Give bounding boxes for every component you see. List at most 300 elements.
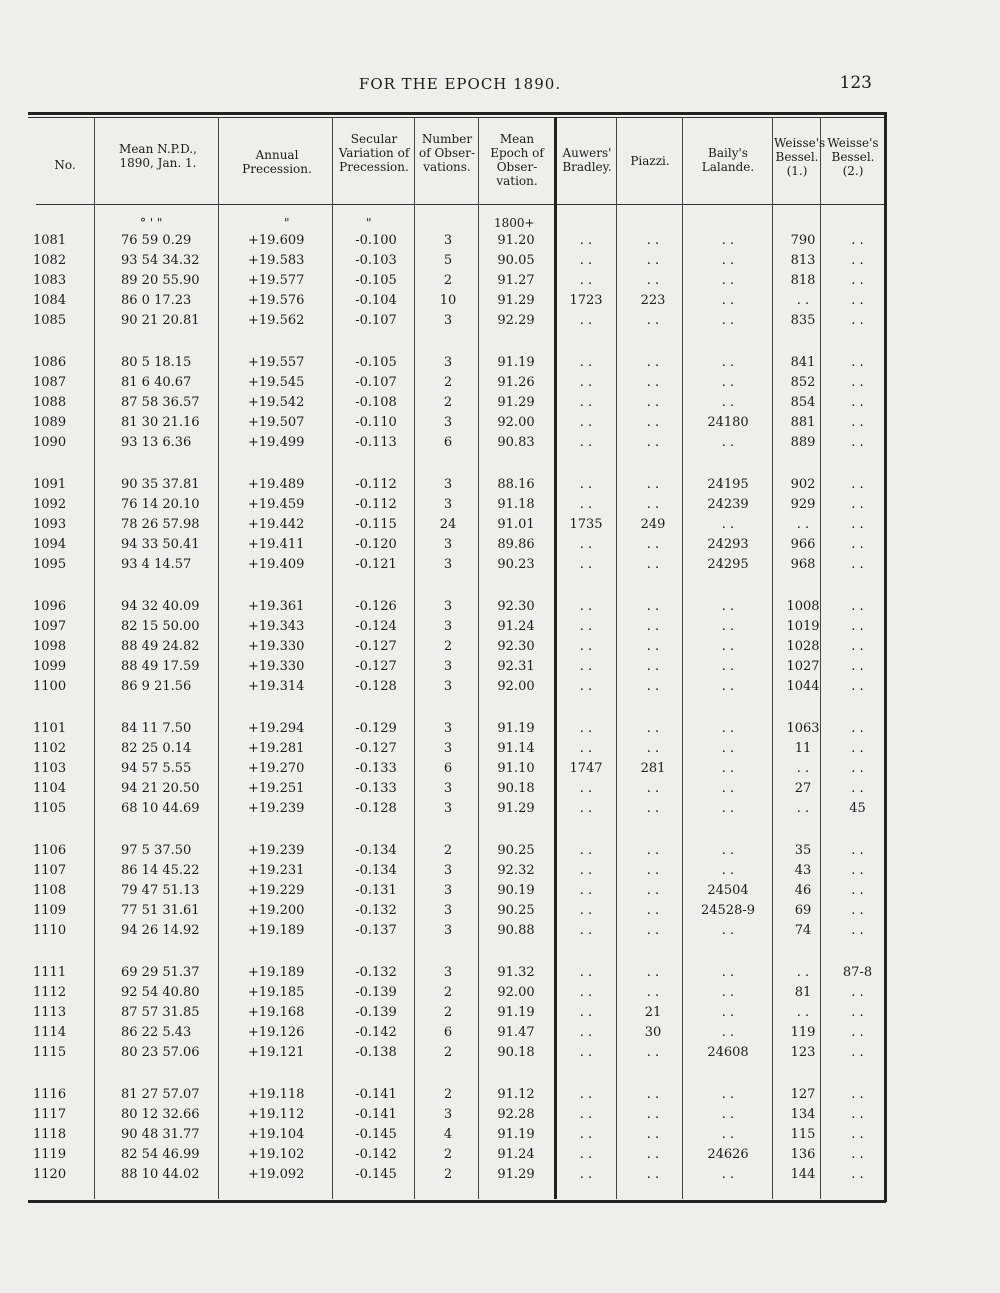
observation-count-cell: 3 bbox=[443, 741, 453, 756]
piazzi-cell: . . bbox=[646, 497, 660, 512]
mean-epoch-cell: 91.19 bbox=[497, 1005, 535, 1020]
mean-npd-cell: 97 5 37.50 bbox=[121, 843, 192, 858]
observation-count-cell: 6 bbox=[443, 761, 453, 776]
annual-precession-cell: +19.251 bbox=[248, 781, 305, 796]
piazzi-cell: . . bbox=[646, 477, 660, 492]
row-number-cell: 1102 bbox=[33, 741, 67, 756]
annual-precession-cell: +19.442 bbox=[248, 517, 305, 532]
weisse-bessel-1-cell: 136 bbox=[790, 1147, 816, 1162]
row-number-cell: 1117 bbox=[33, 1107, 67, 1122]
weisse-bessel-2-cell: . . bbox=[851, 355, 864, 370]
header-annual-precession: Annual Precession. bbox=[242, 148, 312, 176]
piazzi-cell: . . bbox=[646, 1087, 660, 1102]
mean-epoch-cell: 91.19 bbox=[497, 355, 535, 370]
piazzi-cell: . . bbox=[646, 253, 660, 268]
row-number-cell: 1106 bbox=[33, 843, 67, 858]
mean-epoch-cell: 91.14 bbox=[497, 741, 535, 756]
baily-lalande-cell: 24626 bbox=[707, 1147, 749, 1162]
annual-precession-cell: +19.270 bbox=[248, 761, 305, 776]
secular-variation-cell: -0.112 bbox=[355, 477, 397, 492]
baily-lalande-cell: . . bbox=[721, 843, 735, 858]
weisse-bessel-2-cell: . . bbox=[851, 1005, 864, 1020]
row-number-cell: 1097 bbox=[33, 619, 67, 634]
secular-variation-cell: -0.127 bbox=[355, 639, 397, 654]
secular-variation-cell: -0.105 bbox=[355, 355, 397, 370]
mean-npd-cell: 88 10 44.02 bbox=[121, 1167, 200, 1182]
observation-count-cell: 2 bbox=[443, 1087, 453, 1102]
row-number-cell: 1081 bbox=[33, 233, 67, 248]
auwers-bradley-cell: . . bbox=[579, 1127, 593, 1142]
mean-epoch-cell: 91.19 bbox=[497, 1127, 535, 1142]
row-number-cell: 1108 bbox=[33, 883, 67, 898]
piazzi-cell: 21 bbox=[644, 1005, 662, 1020]
auwers-bradley-cell: 1723 bbox=[569, 293, 603, 308]
row-number-cell: 1109 bbox=[33, 903, 67, 918]
annual-precession-cell: +19.239 bbox=[248, 801, 305, 816]
piazzi-cell: . . bbox=[646, 679, 660, 694]
observation-count-cell: 5 bbox=[443, 253, 453, 268]
auwers-bradley-cell: . . bbox=[579, 781, 593, 796]
weisse-bessel-1-cell: 841 bbox=[790, 355, 816, 370]
piazzi-cell: . . bbox=[646, 415, 660, 430]
annual-precession-cell: +19.168 bbox=[248, 1005, 305, 1020]
unit-annual: " bbox=[284, 216, 290, 230]
row-number-cell: 1095 bbox=[33, 557, 67, 572]
mean-epoch-cell: 91.12 bbox=[497, 1087, 535, 1102]
baily-lalande-cell: 24293 bbox=[707, 537, 749, 552]
auwers-bradley-cell: . . bbox=[579, 599, 593, 614]
auwers-bradley-cell: . . bbox=[579, 477, 593, 492]
mean-npd-cell: 81 30 21.16 bbox=[121, 415, 200, 430]
mean-npd-cell: 90 35 37.81 bbox=[121, 477, 200, 492]
observation-count-cell: 2 bbox=[443, 1005, 453, 1020]
annual-precession-cell: +19.121 bbox=[248, 1045, 305, 1060]
baily-lalande-cell: 24528-9 bbox=[700, 903, 756, 918]
auwers-bradley-cell: . . bbox=[579, 1025, 593, 1040]
observation-count-cell: 3 bbox=[443, 923, 453, 938]
observation-count-cell: 2 bbox=[443, 273, 453, 288]
mean-npd-cell: 90 48 31.77 bbox=[121, 1127, 200, 1142]
secular-variation-cell: -0.103 bbox=[355, 253, 397, 268]
observation-count-cell: 24 bbox=[439, 517, 457, 532]
weisse-bessel-1-cell: 889 bbox=[790, 435, 816, 450]
piazzi-cell: . . bbox=[646, 435, 660, 450]
weisse-bessel-1-cell: 881 bbox=[790, 415, 816, 430]
baily-lalande-cell: . . bbox=[721, 313, 735, 328]
piazzi-cell: . . bbox=[646, 1167, 660, 1182]
auwers-bradley-cell: . . bbox=[579, 273, 593, 288]
weisse-bessel-2-cell: . . bbox=[851, 1107, 864, 1122]
piazzi-cell: . . bbox=[646, 1127, 660, 1142]
annual-precession-cell: +19.200 bbox=[248, 903, 305, 918]
mean-epoch-cell: 91.01 bbox=[497, 517, 535, 532]
secular-variation-cell: -0.113 bbox=[355, 435, 397, 450]
mean-epoch-cell: 91.29 bbox=[497, 293, 535, 308]
observation-count-cell: 2 bbox=[443, 639, 453, 654]
auwers-bradley-cell: . . bbox=[579, 557, 593, 572]
secular-variation-cell: -0.134 bbox=[355, 863, 397, 878]
weisse-bessel-1-cell: 1019 bbox=[786, 619, 820, 634]
row-number-cell: 1084 bbox=[33, 293, 67, 308]
observation-count-cell: 3 bbox=[443, 659, 453, 674]
mean-npd-cell: 82 15 50.00 bbox=[121, 619, 200, 634]
mean-epoch-cell: 92.00 bbox=[497, 679, 535, 694]
secular-variation-cell: -0.133 bbox=[355, 781, 397, 796]
mean-npd-cell: 94 26 14.92 bbox=[121, 923, 200, 938]
column-divider bbox=[94, 117, 95, 1199]
weisse-bessel-2-cell: . . bbox=[851, 1167, 864, 1182]
mean-epoch-cell: 91.29 bbox=[497, 1167, 535, 1182]
baily-lalande-cell: . . bbox=[721, 619, 735, 634]
weisse-bessel-2-cell: . . bbox=[851, 639, 864, 654]
mean-npd-cell: 81 6 40.67 bbox=[121, 375, 192, 390]
auwers-bradley-cell: . . bbox=[579, 1087, 593, 1102]
observation-count-cell: 3 bbox=[443, 415, 453, 430]
mean-epoch-cell: 91.20 bbox=[497, 233, 535, 248]
row-number-cell: 1089 bbox=[33, 415, 67, 430]
weisse-bessel-2-cell: . . bbox=[851, 721, 864, 736]
row-number-cell: 1105 bbox=[33, 801, 67, 816]
secular-variation-cell: -0.120 bbox=[355, 537, 397, 552]
annual-precession-cell: +19.112 bbox=[248, 1107, 305, 1122]
mean-epoch-cell: 92.32 bbox=[497, 863, 535, 878]
row-number-cell: 1096 bbox=[33, 599, 67, 614]
piazzi-cell: 249 bbox=[640, 517, 666, 532]
row-number-cell: 1116 bbox=[33, 1087, 67, 1102]
row-number-cell: 1104 bbox=[33, 781, 67, 796]
baily-lalande-cell: . . bbox=[721, 965, 735, 980]
auwers-bradley-cell: . . bbox=[579, 1045, 593, 1060]
mean-epoch-cell: 92.00 bbox=[497, 985, 535, 1000]
header-auwers-bradley: Auwers' Bradley. bbox=[562, 146, 612, 174]
mean-npd-cell: 93 54 34.32 bbox=[121, 253, 200, 268]
mean-epoch-cell: 92.30 bbox=[497, 639, 535, 654]
weisse-bessel-1-cell: 929 bbox=[790, 497, 816, 512]
weisse-bessel-2-cell: . . bbox=[851, 863, 864, 878]
weisse-bessel-2-cell: . . bbox=[851, 619, 864, 634]
baily-lalande-cell: 24295 bbox=[707, 557, 749, 572]
observation-count-cell: 3 bbox=[443, 781, 453, 796]
baily-lalande-cell: . . bbox=[721, 1127, 735, 1142]
annual-precession-cell: +19.343 bbox=[248, 619, 305, 634]
annual-precession-cell: +19.314 bbox=[248, 679, 305, 694]
weisse-bessel-2-cell: . . bbox=[851, 903, 864, 918]
baily-lalande-cell: . . bbox=[721, 781, 735, 796]
annual-precession-cell: +19.361 bbox=[248, 599, 305, 614]
baily-lalande-cell: . . bbox=[721, 863, 735, 878]
mean-npd-cell: 90 21 20.81 bbox=[121, 313, 200, 328]
auwers-bradley-cell: . . bbox=[579, 659, 593, 674]
observation-count-cell: 2 bbox=[443, 1045, 453, 1060]
row-number-cell: 1086 bbox=[33, 355, 67, 370]
weisse-bessel-1-cell: 968 bbox=[790, 557, 816, 572]
auwers-bradley-cell: . . bbox=[579, 801, 593, 816]
mean-npd-cell: 82 25 0.14 bbox=[121, 741, 192, 756]
baily-lalande-cell: 24504 bbox=[707, 883, 749, 898]
auwers-bradley-cell: 1747 bbox=[569, 761, 603, 776]
observation-count-cell: 3 bbox=[443, 721, 453, 736]
observation-count-cell: 3 bbox=[443, 863, 453, 878]
row-number-cell: 1088 bbox=[33, 395, 67, 410]
secular-variation-cell: -0.132 bbox=[355, 965, 397, 980]
header-no: No. bbox=[54, 158, 76, 172]
secular-variation-cell: -0.108 bbox=[355, 395, 397, 410]
row-number-cell: 1098 bbox=[33, 639, 67, 654]
annual-precession-cell: +19.104 bbox=[248, 1127, 305, 1142]
baily-lalande-cell: 24608 bbox=[707, 1045, 749, 1060]
weisse-bessel-1-cell: 115 bbox=[790, 1127, 816, 1142]
observation-count-cell: 2 bbox=[443, 843, 453, 858]
mean-npd-cell: 80 5 18.15 bbox=[121, 355, 192, 370]
observation-count-cell: 10 bbox=[439, 293, 457, 308]
secular-variation-cell: -0.100 bbox=[355, 233, 397, 248]
weisse-bessel-1-cell: 1044 bbox=[786, 679, 820, 694]
header-number-observations: Number of Obser-vations. bbox=[418, 132, 476, 174]
auwers-bradley-cell: . . bbox=[579, 415, 593, 430]
row-number-cell: 1090 bbox=[33, 435, 67, 450]
baily-lalande-cell: . . bbox=[721, 1107, 735, 1122]
weisse-bessel-2-cell: . . bbox=[851, 1045, 864, 1060]
baily-lalande-cell: 24239 bbox=[707, 497, 749, 512]
piazzi-cell: . . bbox=[646, 537, 660, 552]
weisse-bessel-1-cell: . . bbox=[796, 517, 810, 532]
annual-precession-cell: +19.583 bbox=[248, 253, 305, 268]
mean-npd-cell: 68 10 44.69 bbox=[121, 801, 200, 816]
secular-variation-cell: -0.139 bbox=[355, 1005, 397, 1020]
secular-variation-cell: -0.133 bbox=[355, 761, 397, 776]
weisse-bessel-2-cell: . . bbox=[851, 1147, 864, 1162]
row-number-cell: 1113 bbox=[33, 1005, 67, 1020]
annual-precession-cell: +19.499 bbox=[248, 435, 305, 450]
mean-npd-cell: 69 29 51.37 bbox=[121, 965, 200, 980]
piazzi-cell: . . bbox=[646, 721, 660, 736]
mean-epoch-cell: 90.88 bbox=[497, 923, 535, 938]
observation-count-cell: 3 bbox=[443, 557, 453, 572]
weisse-bessel-1-cell: 966 bbox=[790, 537, 816, 552]
auwers-bradley-cell: . . bbox=[579, 923, 593, 938]
piazzi-cell: . . bbox=[646, 965, 660, 980]
secular-variation-cell: -0.138 bbox=[355, 1045, 397, 1060]
weisse-bessel-1-cell: 46 bbox=[794, 883, 812, 898]
weisse-bessel-1-cell: 43 bbox=[794, 863, 812, 878]
weisse-bessel-1-cell: 123 bbox=[790, 1045, 816, 1060]
auwers-bradley-cell: . . bbox=[579, 1147, 593, 1162]
annual-precession-cell: +19.330 bbox=[248, 659, 305, 674]
row-number-cell: 1094 bbox=[33, 537, 67, 552]
auwers-bradley-cell: 1735 bbox=[569, 517, 603, 532]
weisse-bessel-2-cell: . . bbox=[851, 477, 864, 492]
mean-epoch-cell: 92.28 bbox=[497, 1107, 535, 1122]
mean-npd-cell: 88 49 17.59 bbox=[121, 659, 200, 674]
weisse-bessel-1-cell: 902 bbox=[790, 477, 816, 492]
secular-variation-cell: -0.132 bbox=[355, 903, 397, 918]
auwers-bradley-cell: . . bbox=[579, 965, 593, 980]
secular-variation-cell: -0.115 bbox=[355, 517, 397, 532]
mean-epoch-cell: 91.19 bbox=[497, 721, 535, 736]
piazzi-cell: . . bbox=[646, 1107, 660, 1122]
row-number-cell: 1091 bbox=[33, 477, 67, 492]
piazzi-cell: . . bbox=[646, 619, 660, 634]
auwers-bradley-cell: . . bbox=[579, 863, 593, 878]
annual-precession-cell: +19.507 bbox=[248, 415, 305, 430]
row-number-cell: 1111 bbox=[33, 965, 67, 980]
row-number-cell: 1110 bbox=[33, 923, 67, 938]
baily-lalande-cell: . . bbox=[721, 233, 735, 248]
weisse-bessel-1-cell: . . bbox=[796, 801, 810, 816]
weisse-bessel-1-cell: 854 bbox=[790, 395, 816, 410]
baily-lalande-cell: 24180 bbox=[707, 415, 749, 430]
baily-lalande-cell: . . bbox=[721, 1087, 735, 1102]
mean-epoch-cell: 91.24 bbox=[497, 619, 535, 634]
table-top-rule bbox=[28, 112, 886, 115]
weisse-bessel-2-cell: . . bbox=[851, 253, 864, 268]
secular-variation-cell: -0.121 bbox=[355, 557, 397, 572]
mean-npd-cell: 76 59 0.29 bbox=[121, 233, 192, 248]
table-top-rule-thin bbox=[28, 117, 886, 118]
annual-precession-cell: +19.330 bbox=[248, 639, 305, 654]
secular-variation-cell: -0.107 bbox=[355, 375, 397, 390]
row-number-cell: 1115 bbox=[33, 1045, 67, 1060]
header-baily-lalande: Baily's Lalande. bbox=[701, 146, 755, 174]
weisse-bessel-2-cell: . . bbox=[851, 375, 864, 390]
annual-precession-cell: +19.562 bbox=[248, 313, 305, 328]
piazzi-cell: 281 bbox=[640, 761, 666, 776]
baily-lalande-cell: . . bbox=[721, 1025, 735, 1040]
header-weisse-bessel-2: Weisse's Bessel. (2.) bbox=[827, 136, 879, 178]
page-header-title: FOR THE EPOCH 1890. bbox=[358, 75, 562, 93]
piazzi-cell: . . bbox=[646, 233, 660, 248]
piazzi-cell: . . bbox=[646, 273, 660, 288]
weisse-bessel-1-cell: 835 bbox=[790, 313, 816, 328]
mean-epoch-cell: 91.32 bbox=[497, 965, 535, 980]
annual-precession-cell: +19.294 bbox=[248, 721, 305, 736]
piazzi-cell: . . bbox=[646, 659, 660, 674]
piazzi-cell: . . bbox=[646, 781, 660, 796]
observation-count-cell: 3 bbox=[443, 903, 453, 918]
weisse-bessel-1-cell: 27 bbox=[794, 781, 812, 796]
piazzi-cell: . . bbox=[646, 599, 660, 614]
mean-npd-cell: 78 26 57.98 bbox=[121, 517, 200, 532]
column-divider bbox=[414, 117, 415, 1199]
mean-npd-cell: 86 14 45.22 bbox=[121, 863, 200, 878]
weisse-bessel-2-cell: . . bbox=[851, 679, 864, 694]
annual-precession-cell: +19.231 bbox=[248, 863, 305, 878]
observation-count-cell: 3 bbox=[443, 883, 453, 898]
piazzi-cell: . . bbox=[646, 985, 660, 1000]
observation-count-cell: 3 bbox=[443, 801, 453, 816]
row-number-cell: 1118 bbox=[33, 1127, 67, 1142]
observation-count-cell: 3 bbox=[443, 497, 453, 512]
mean-epoch-cell: 91.18 bbox=[497, 497, 535, 512]
unit-secular: " bbox=[366, 216, 372, 230]
weisse-bessel-1-cell: 81 bbox=[794, 985, 812, 1000]
piazzi-cell: . . bbox=[646, 1147, 660, 1162]
weisse-bessel-2-cell: . . bbox=[851, 395, 864, 410]
observation-count-cell: 2 bbox=[443, 375, 453, 390]
mean-epoch-cell: 91.29 bbox=[497, 395, 535, 410]
piazzi-cell: . . bbox=[646, 863, 660, 878]
annual-precession-cell: +19.542 bbox=[248, 395, 305, 410]
baily-lalande-cell: . . bbox=[721, 293, 735, 308]
baily-lalande-cell: . . bbox=[721, 395, 735, 410]
piazzi-cell: . . bbox=[646, 395, 660, 410]
mean-epoch-cell: 91.27 bbox=[497, 273, 535, 288]
row-number-cell: 1093 bbox=[33, 517, 67, 532]
auwers-bradley-cell: . . bbox=[579, 679, 593, 694]
observation-count-cell: 3 bbox=[443, 313, 453, 328]
piazzi-cell: . . bbox=[646, 313, 660, 328]
mean-npd-cell: 86 0 17.23 bbox=[121, 293, 192, 308]
secular-variation-cell: -0.107 bbox=[355, 313, 397, 328]
observation-count-cell: 2 bbox=[443, 1147, 453, 1162]
weisse-bessel-1-cell: 818 bbox=[790, 273, 816, 288]
mean-epoch-cell: 90.25 bbox=[497, 903, 535, 918]
header-weisse-bessel-1: Weisse's Bessel. (1.) bbox=[774, 136, 826, 178]
mean-npd-cell: 80 12 32.66 bbox=[121, 1107, 200, 1122]
auwers-bradley-cell: . . bbox=[579, 619, 593, 634]
observation-count-cell: 3 bbox=[443, 619, 453, 634]
annual-precession-cell: +19.189 bbox=[248, 923, 305, 938]
weisse-bessel-2-cell: . . bbox=[851, 233, 864, 248]
weisse-bessel-1-cell: 813 bbox=[790, 253, 816, 268]
weisse-bessel-1-cell: . . bbox=[796, 1005, 810, 1020]
weisse-bessel-2-cell: . . bbox=[851, 517, 864, 532]
observation-count-cell: 3 bbox=[443, 233, 453, 248]
secular-variation-cell: -0.142 bbox=[355, 1147, 397, 1162]
mean-epoch-cell: 89.86 bbox=[497, 537, 535, 552]
baily-lalande-cell: . . bbox=[721, 1167, 735, 1182]
baily-lalande-cell: . . bbox=[721, 741, 735, 756]
annual-precession-cell: +19.459 bbox=[248, 497, 305, 512]
mean-epoch-cell: 92.29 bbox=[497, 313, 535, 328]
mean-npd-cell: 80 23 57.06 bbox=[121, 1045, 200, 1060]
header-piazzi: Piazzi. bbox=[630, 154, 670, 168]
mean-epoch-cell: 91.26 bbox=[497, 375, 535, 390]
weisse-bessel-2-cell: . . bbox=[851, 761, 864, 776]
weisse-bessel-2-cell: . . bbox=[851, 781, 864, 796]
weisse-bessel-1-cell: 1008 bbox=[786, 599, 820, 614]
mean-npd-cell: 76 14 20.10 bbox=[121, 497, 200, 512]
auwers-bradley-cell: . . bbox=[579, 1005, 593, 1020]
mean-npd-cell: 93 4 14.57 bbox=[121, 557, 192, 572]
row-number-cell: 1082 bbox=[33, 253, 67, 268]
baily-lalande-cell: . . bbox=[721, 923, 735, 938]
mean-epoch-cell: 90.18 bbox=[497, 1045, 535, 1060]
annual-precession-cell: +19.185 bbox=[248, 985, 305, 1000]
piazzi-cell: . . bbox=[646, 801, 660, 816]
secular-variation-cell: -0.129 bbox=[355, 721, 397, 736]
auwers-bradley-cell: . . bbox=[579, 1107, 593, 1122]
mean-npd-cell: 86 22 5.43 bbox=[121, 1025, 192, 1040]
mean-npd-cell: 94 57 5.55 bbox=[121, 761, 192, 776]
mean-epoch-cell: 90.18 bbox=[497, 781, 535, 796]
auwers-bradley-cell: . . bbox=[579, 313, 593, 328]
annual-precession-cell: +19.557 bbox=[248, 355, 305, 370]
weisse-bessel-1-cell: 127 bbox=[790, 1087, 816, 1102]
row-number-cell: 1103 bbox=[33, 761, 67, 776]
annual-precession-cell: +19.102 bbox=[248, 1147, 305, 1162]
piazzi-cell: . . bbox=[646, 1045, 660, 1060]
annual-precession-cell: +19.126 bbox=[248, 1025, 305, 1040]
row-number-cell: 1087 bbox=[33, 375, 67, 390]
piazzi-cell: . . bbox=[646, 903, 660, 918]
row-number-cell: 1114 bbox=[33, 1025, 67, 1040]
mean-npd-cell: 87 58 36.57 bbox=[121, 395, 200, 410]
mean-npd-cell: 84 11 7.50 bbox=[121, 721, 192, 736]
secular-variation-cell: -0.141 bbox=[355, 1087, 397, 1102]
annual-precession-cell: +19.489 bbox=[248, 477, 305, 492]
mean-epoch-cell: 88.16 bbox=[497, 477, 535, 492]
